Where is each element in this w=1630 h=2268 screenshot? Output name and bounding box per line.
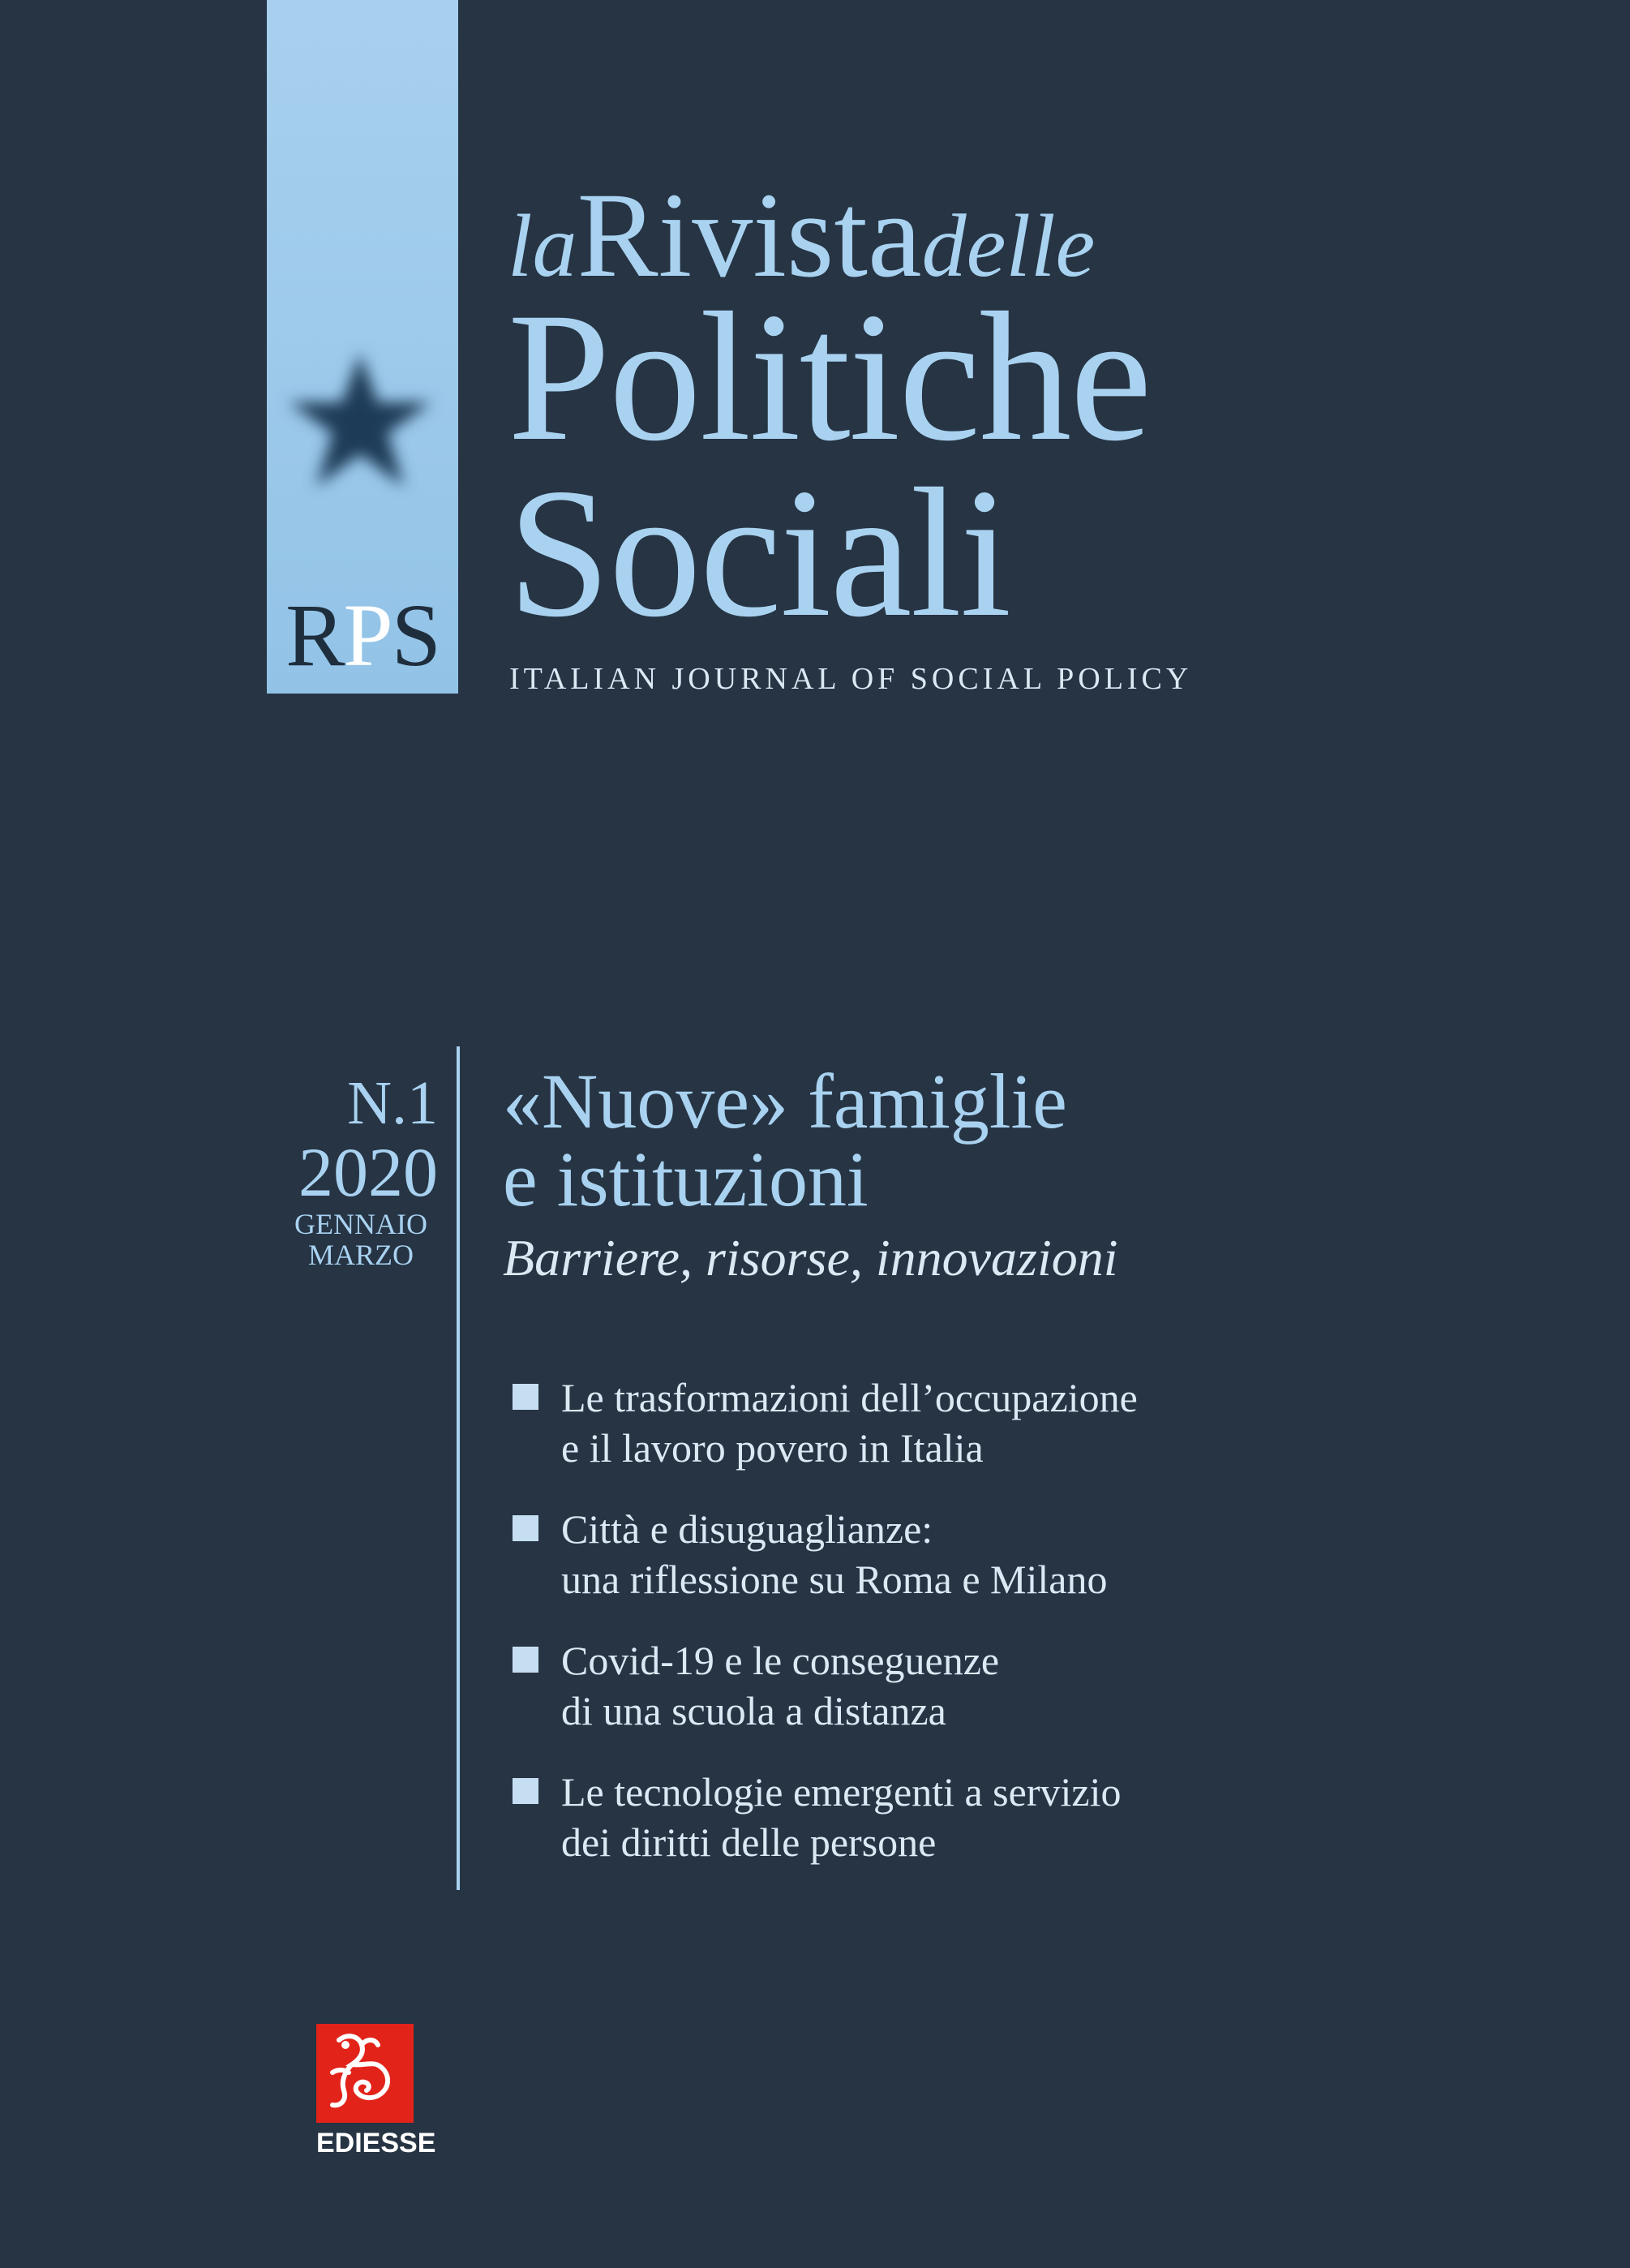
issue-month-from: GENNAIO <box>294 1208 427 1240</box>
vertical-divider <box>457 1046 460 1890</box>
abbrev-s: S <box>391 586 440 685</box>
title-band <box>267 0 458 694</box>
masthead-rivista: Rivista <box>577 168 922 303</box>
blurred-star-icon <box>275 341 445 503</box>
masthead-la: la <box>508 196 577 295</box>
topic-list <box>511 1372 1138 1898</box>
list-item <box>511 1767 1138 1867</box>
square-bullet-icon <box>513 1384 538 1410</box>
journal-subtitle: ITALIAN JOURNAL OF SOCIAL POLICY <box>509 662 1193 696</box>
list-item <box>511 1504 1138 1604</box>
headline-subtitle: Barriere, risorse, innovazioni <box>503 1229 1118 1286</box>
issue-month-to: MARZO <box>307 1239 414 1271</box>
list-item <box>511 1635 1138 1736</box>
topic-line-2: dei diritti delle persone <box>561 1819 937 1865</box>
issue-number: N.1 <box>347 1069 438 1137</box>
topic-line-2: e il lavoro povero in Italia <box>561 1425 984 1471</box>
publisher-name: EDIESSE <box>316 2128 436 2158</box>
issue-info <box>268 1071 438 1270</box>
issue-headline <box>503 1058 1118 1295</box>
topic-line-1: Città e disuguaglianze: <box>561 1506 933 1552</box>
issue-year: 2020 <box>298 1133 438 1211</box>
headline-line-1: «Nuove» famiglie <box>503 1058 1067 1145</box>
abbrev-p: P <box>343 586 392 685</box>
publisher-logo <box>316 2024 436 2159</box>
masthead-delle: delle <box>921 196 1096 295</box>
list-item <box>511 1372 1138 1473</box>
topic-line-1: Covid-19 e le conseguenze <box>561 1638 1000 1683</box>
siren-logo-icon <box>316 2024 414 2123</box>
topic-line-1: Le tecnologie emergenti a servizio <box>561 1769 1122 1815</box>
square-bullet-icon <box>513 1778 538 1804</box>
topic-line-2: una riflessione su Roma e Milano <box>561 1557 1108 1602</box>
square-bullet-icon <box>513 1515 538 1541</box>
masthead-sociali: Sociali <box>508 451 1010 655</box>
rps-abbreviation <box>267 584 458 687</box>
headline-line-2: e istituzioni <box>503 1136 869 1222</box>
square-bullet-icon <box>513 1647 538 1673</box>
topic-line-2: di una scuola a distanza <box>561 1688 946 1733</box>
topic-line-1: Le trasformazioni dell’occupazione <box>561 1375 1138 1420</box>
abbrev-r: R <box>285 586 344 685</box>
masthead-politiche: Politiche <box>508 275 1151 479</box>
